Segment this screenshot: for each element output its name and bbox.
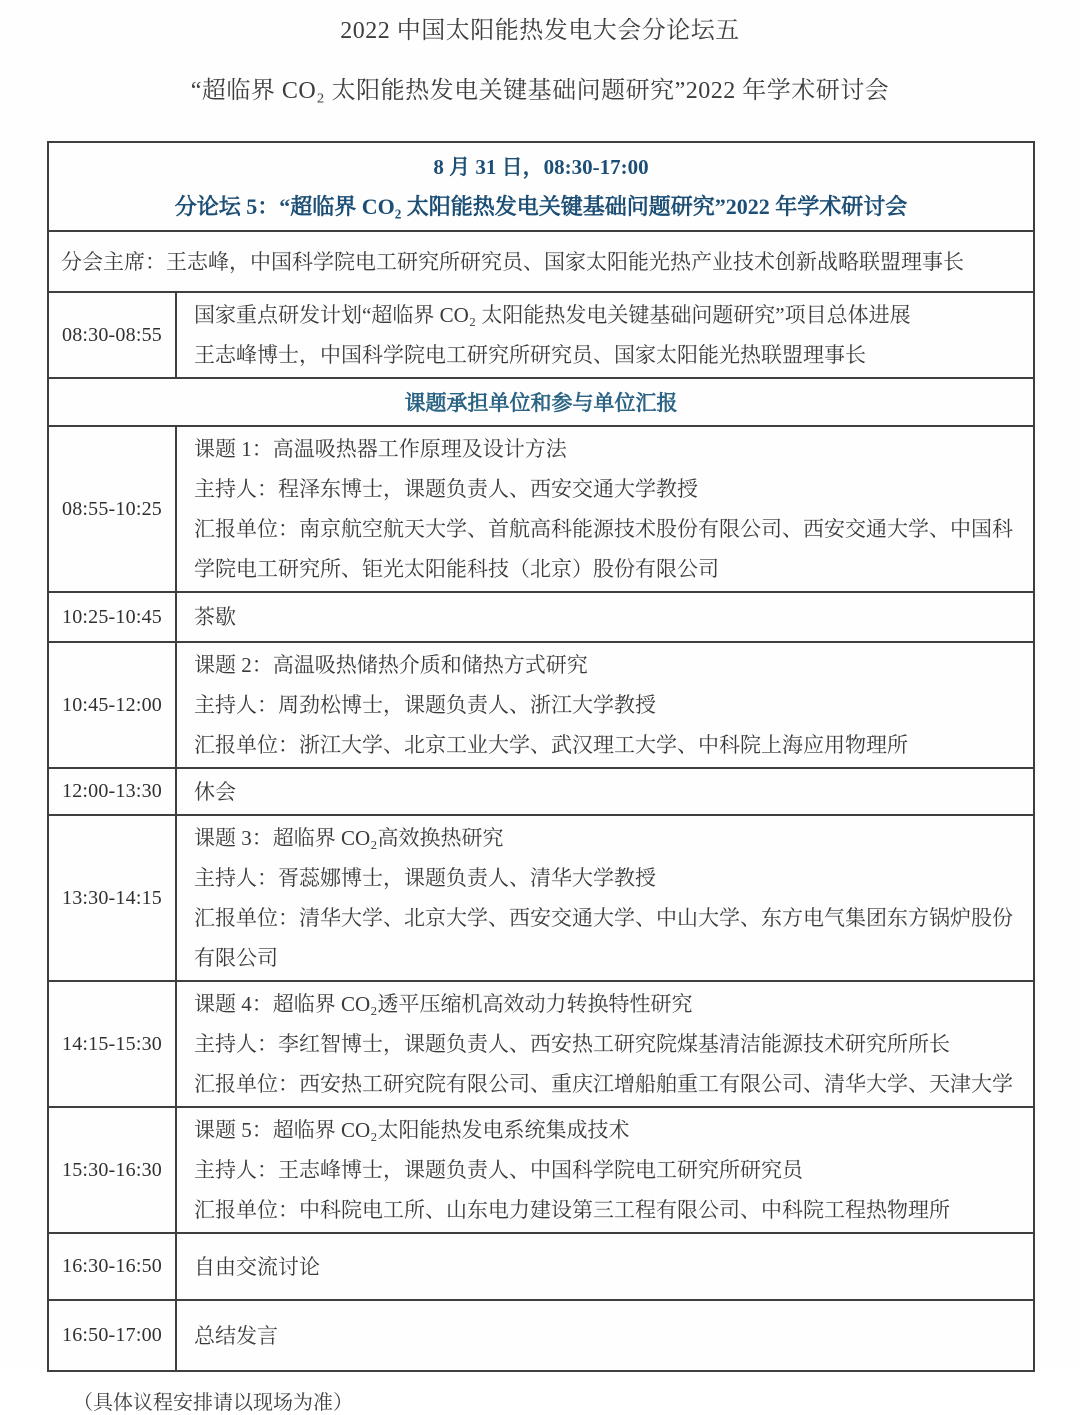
time-cell: 15:30-16:30	[49, 1108, 177, 1232]
chair-row	[49, 232, 1033, 293]
session-line: 主持人：周劲松博士，课题负责人、浙江大学教授	[194, 693, 656, 717]
session-row-tea-break	[49, 593, 1033, 643]
content-cell	[177, 427, 1033, 591]
session-row-topic5	[49, 1108, 1033, 1234]
session-row-free-discussion	[49, 1234, 1033, 1301]
table-header-row	[49, 143, 1033, 232]
time-cell: 16:50-17:00	[49, 1301, 177, 1370]
session-line: 课题 3：超临界 CO₂高效换热研究	[194, 826, 504, 850]
content-cell	[177, 816, 1033, 980]
session-line: 国家重点研发计划“超临界 CO₂ 太阳能热发电关键基础问题研究”项目总体进展	[194, 303, 911, 327]
time-cell: 10:25-10:45	[49, 593, 177, 641]
section-header-text: 课题承担单位和参与单位汇报	[404, 391, 678, 415]
time-cell: 16:30-16:50	[49, 1234, 177, 1299]
session-line: 课题 2：高温吸热储热介质和储热方式研究	[194, 653, 588, 677]
session-line: 主持人：李红智博士，课题负责人、西安热工研究院煤基清洁能源技术研究所所长	[194, 1032, 950, 1056]
time-cell: 13:30-14:15	[49, 816, 177, 980]
session-row-topic3	[49, 816, 1033, 982]
session-line: 汇报单位：西安热工研究院有限公司、重庆江增船舶重工有限公司、清华大学、天津大学	[194, 1072, 1013, 1096]
footnote: （具体议程安排请以现场为准）	[73, 1392, 353, 1414]
content-cell	[177, 643, 1033, 767]
session-row-topic1	[49, 427, 1033, 593]
content-cell	[177, 1234, 1033, 1299]
table-header-forum-title: 分论坛 5：“超临界 CO₂ 太阳能热发电关键基础问题研究”2022 年学术研讨会	[174, 193, 908, 219]
content-cell	[177, 1301, 1033, 1370]
session-line: 汇报单位：清华大学、北京大学、西安交通大学、中山大学、东方电气集团东方锅炉股份有限公司	[194, 906, 1013, 970]
session-line: 王志峰博士，中国科学院电工研究所研究员、国家太阳能光热联盟理事长	[194, 343, 866, 367]
session-line: 休会	[194, 779, 236, 804]
agenda-table	[47, 141, 1035, 1372]
content-cell	[177, 293, 1033, 377]
session-row-topic4	[49, 982, 1033, 1108]
session-line: 总结发言	[194, 1323, 278, 1348]
session-line: 茶歇	[194, 605, 236, 629]
session-line: 汇报单位：南京航空航天大学、首航高科能源技术股份有限公司、西安交通大学、中国科学院电工研究所、钜光太阳能科技（北京）股份有限公司	[194, 517, 1013, 581]
session-row-closing-remarks	[49, 1301, 1033, 1370]
table-header-date: 8 月 31 日，08:30-17:00	[433, 154, 649, 179]
content-cell	[177, 593, 1033, 641]
page-title	[0, 0, 1080, 105]
session-line: 课题 4：超临界 CO₂透平压缩机高效动力转换特性研究	[194, 992, 693, 1016]
session-line: 自由交流讨论	[194, 1254, 320, 1279]
session-line: 主持人：王志峰博士，课题负责人、中国科学院电工研究所研究员	[194, 1158, 803, 1182]
time-cell: 14:15-15:30	[49, 982, 177, 1106]
session-row-lunch-break	[49, 769, 1033, 816]
content-cell	[177, 769, 1033, 814]
time-cell: 08:30-08:55	[49, 293, 177, 377]
session-line: 汇报单位：浙江大学、北京工业大学、武汉理工大学、中科院上海应用物理所	[194, 733, 908, 757]
time-cell: 08:55-10:25	[49, 427, 177, 591]
session-row-topic2	[49, 643, 1033, 769]
session-line: 主持人：胥蕊娜博士，课题负责人、清华大学教授	[194, 866, 656, 890]
content-cell	[177, 1108, 1033, 1232]
session-row-opening	[49, 293, 1033, 379]
time-cell: 10:45-12:00	[49, 643, 177, 767]
session-line: 课题 1：高温吸热器工作原理及设计方法	[194, 437, 567, 461]
session-line: 汇报单位：中科院电工所、山东电力建设第三工程有限公司、中科院工程热物理所	[194, 1198, 950, 1222]
time-cell: 12:00-13:30	[49, 769, 177, 814]
chair-text: 分会主席：王志峰，中国科学院电工研究所研究员、国家太阳能光热产业技术创新战略联盟理事长	[61, 249, 964, 274]
content-cell	[177, 982, 1033, 1106]
session-line: 主持人：程泽东博士，课题负责人、西安交通大学教授	[194, 477, 698, 501]
title-line-1: 2022 中国太阳能热发电大会分论坛五	[340, 18, 740, 44]
title-line-2: “超临界 CO₂ 太阳能热发电关键基础问题研究”2022 年学术研讨会	[190, 78, 890, 104]
session-line: 课题 5：超临界 CO₂太阳能热发电系统集成技术	[194, 1118, 630, 1142]
section-header-row	[49, 379, 1033, 427]
